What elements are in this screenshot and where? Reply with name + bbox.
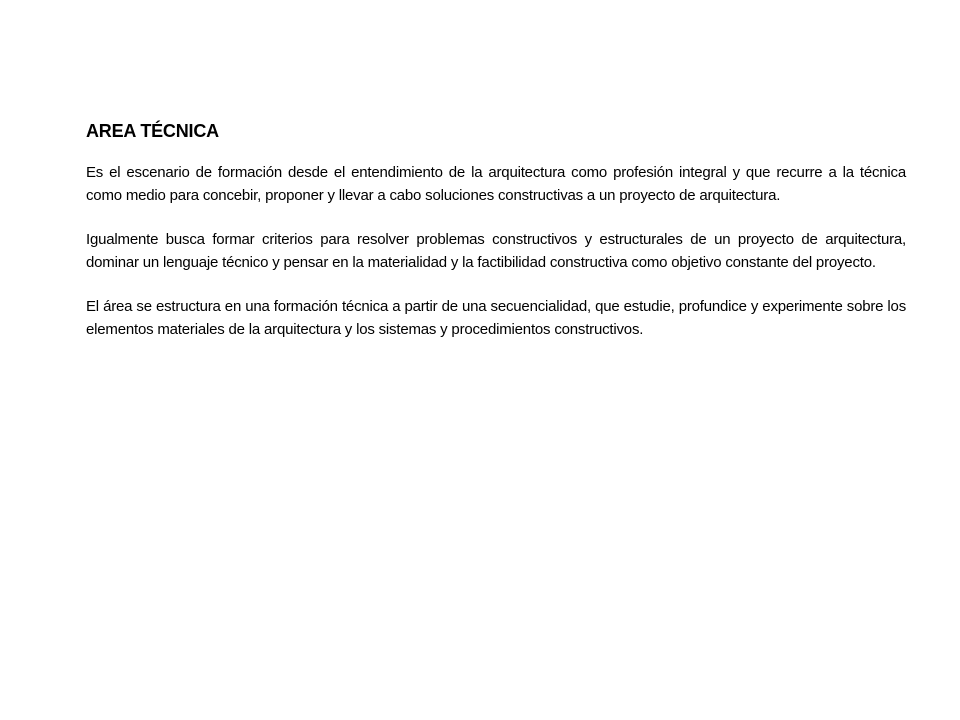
- text-block: [86, 118, 906, 363]
- paragraph-1: Es el escenario de formación desde el entendimiento de la arquitectura como profesión integral y que recurre a la técnica como medio para concebir, proponer y llevar a cabo soluciones constructivas a un proyecto de arquitectura.: [86, 164, 906, 204]
- section-title: AREA TÉCNICA: [86, 121, 219, 141]
- paragraph-2: Igualmente busca formar criterios para resolver problemas constructivos y estructurales de un proyecto de arquitectura, dominar un lenguaje técnico y pensar en la materialidad y la factibilidad constructiva como objetivo constante del proyecto.: [86, 231, 906, 271]
- paragraph-3: El área se estructura en una formación técnica a partir de una secuencialidad, que estudie, profundice y experimente sobre los elementos materiales de la arquitectura y los sistemas y procedimientos constructivos.: [86, 298, 906, 338]
